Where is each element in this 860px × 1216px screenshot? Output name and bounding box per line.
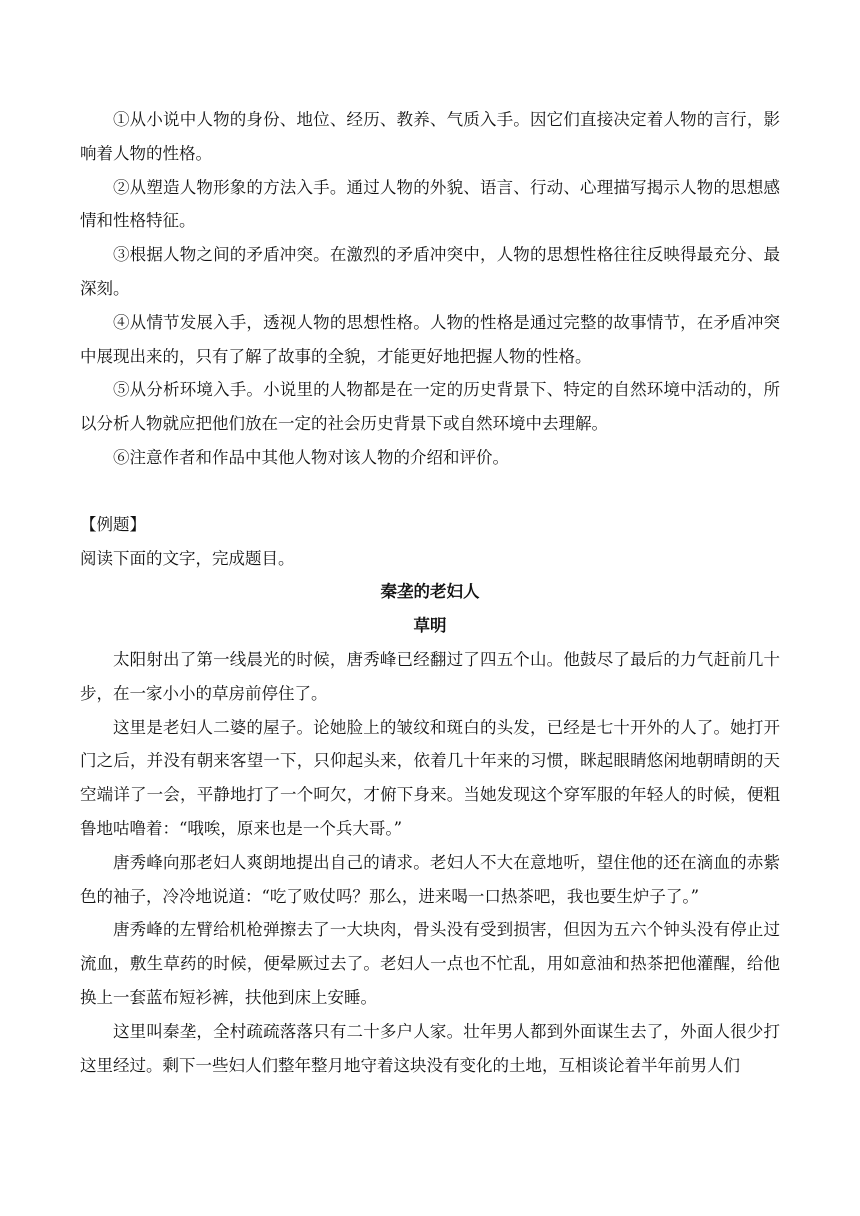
- example-heading: 【例题】: [80, 514, 146, 534]
- story-author: 草明: [413, 616, 447, 636]
- method-paragraph-5: ⑤从分析环境入手。小说里的人物都是在一定的历史背景下、特定的自然环境中活动的，所以分析人物就应把他们放在一定的社会历史背景下或自然环境中去理解。: [80, 380, 780, 434]
- method-paragraph-2: ②从塑造人物形象的方法入手。通过人物的外貌、语言、行动、心理描写揭示人物的思想感情和性格特征。: [80, 177, 780, 231]
- story-paragraph-2: 这里是老妇人二婆的屋子。论她脸上的皱纹和斑白的头发，已经是七十开外的人了。她打开门之后，并没有朝来客望一下，只仰起头来，依着几十年来的习惯，眯起眼睛悠闲地朝晴朗的天空端详了一会，平静地打了一个呵欠，才俯下身来。当她发现这个穿军服的年轻人的时候，便粗鲁地咕噜着：“哦唉，原来也是一个兵大哥。”: [80, 717, 780, 838]
- method-paragraph-3: ③根据人物之间的矛盾冲突。在激烈的矛盾冲突中，人物的思想性格往往反映得最充分、最深刻。: [80, 245, 780, 298]
- document-body: [80, 103, 780, 1082]
- story-paragraph-1: 太阳射出了第一线晨光的时候，唐秀峰已经翻过了四五个山。他鼓尽了最后的力气赶前几十步，在一家小小的草房前停住了。: [80, 649, 780, 703]
- section-spacer: [80, 475, 780, 508]
- method-paragraph-6: ⑥注意作者和作品中其他人物对该人物的介绍和评价。: [113, 447, 509, 467]
- example-instruction: 阅读下面的文字，完成题目。: [80, 548, 295, 568]
- story-paragraph-5: 这里叫秦垄，全村疏疏落落只有二十多户人家。壮年男人都到外面谋生去了，外面人很少打这里经过。剩下一些妇人们整年整月地守着这块没有变化的土地，互相谈论着半年前男人们: [80, 1021, 780, 1075]
- method-paragraph-1: ①从小说中人物的身份、地位、经历、教养、气质入手。因它们直接决定着人物的言行，影响着人物的性格。: [80, 110, 780, 163]
- story-paragraph-3: 唐秀峰向那老妇人爽朗地提出自己的请求。老妇人不大在意地听，望住他的还在滴血的赤紫色的袖子，冷冷地说道：“吃了败仗吗？那么，进来喝一口热茶吧，我也要生炉子了。”: [80, 852, 780, 906]
- story-title: 秦垄的老妇人: [380, 582, 480, 602]
- story-paragraph-4: 唐秀峰的左臂给机枪弹擦去了一大块肉，骨头没有受到损害，但因为五六个钟头没有停止过流血，敷生草药的时候，便晕厥过去了。老妇人一点也不忙乱，用如意油和热茶把他灌醒，给他换上一套蓝布短衫裤，扶他到床上安睡。: [80, 920, 780, 1007]
- method-paragraph-4: ④从情节发展入手，透视人物的思想性格。人物的性格是通过完整的故事情节，在矛盾冲突中展现出来的，只有了解了故事的全貌，才能更好地把握人物的性格。: [80, 312, 780, 366]
